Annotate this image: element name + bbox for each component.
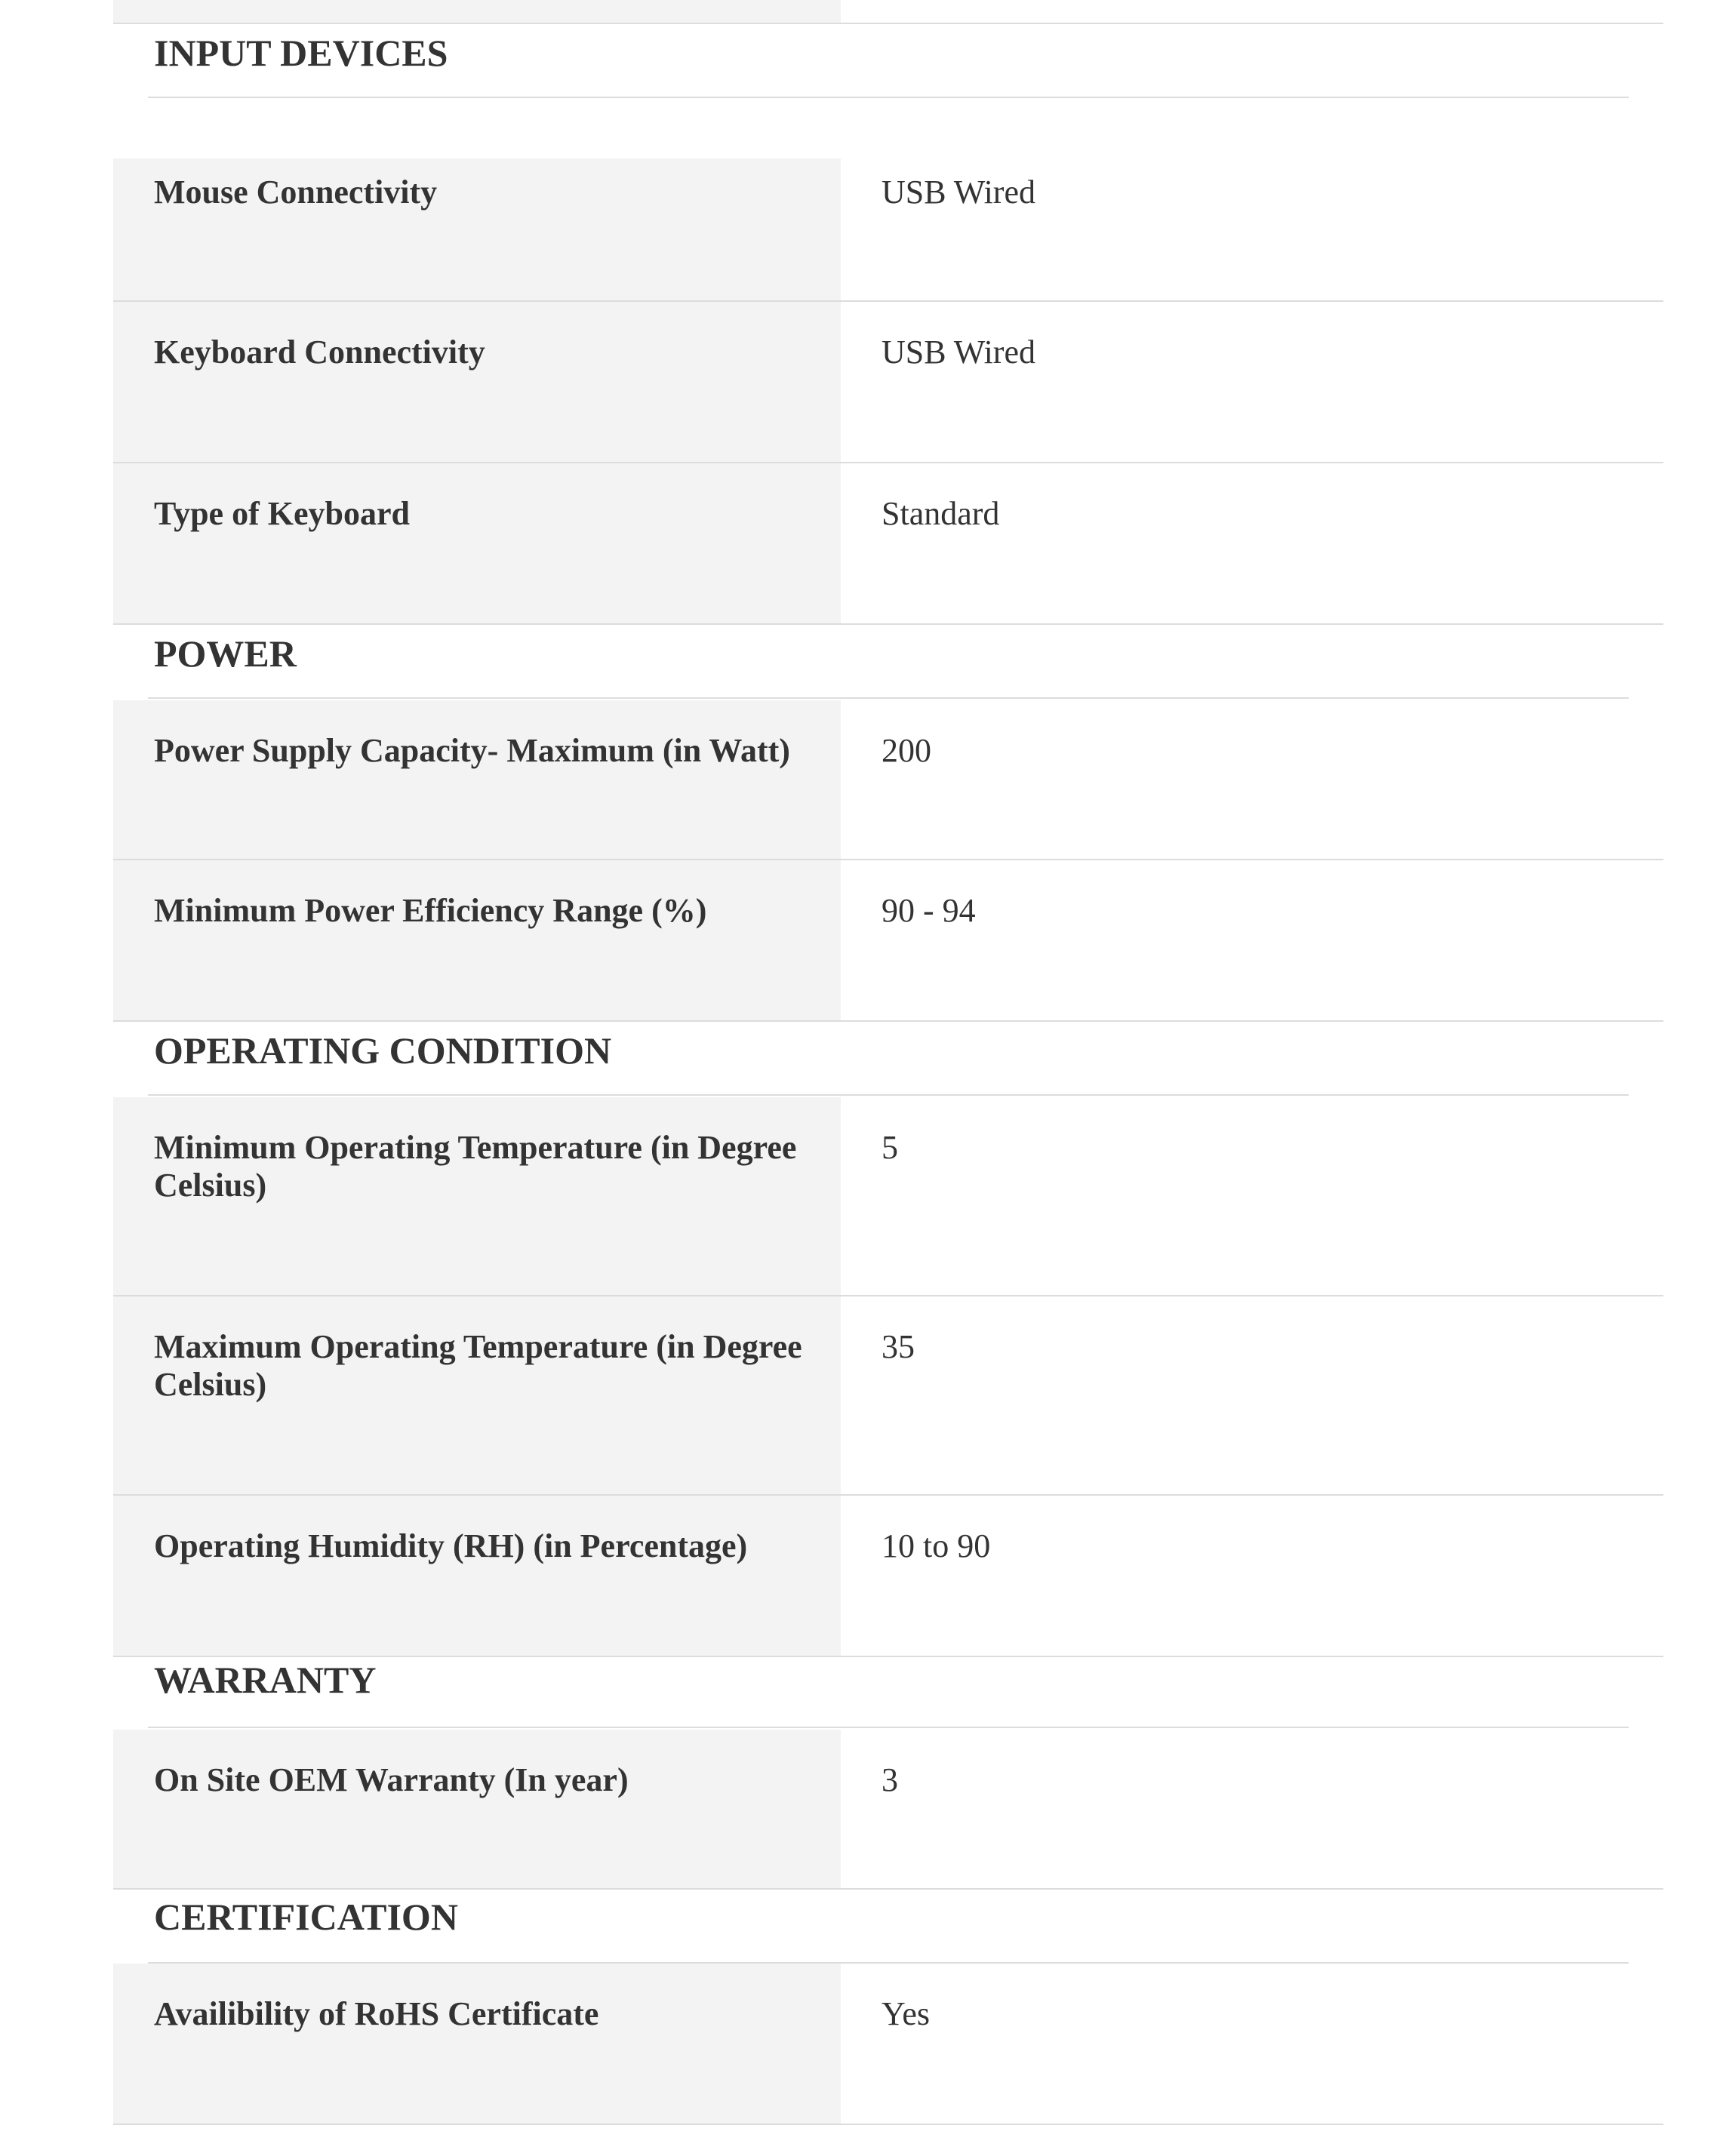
spec-value: 200 — [882, 732, 931, 769]
section-power — [148, 626, 1629, 699]
spec-row-rohs-certificate — [113, 1964, 1663, 2125]
spec-row-keyboard-connectivity — [113, 302, 1663, 463]
label-cell — [113, 860, 841, 1020]
section-divider — [148, 1094, 1629, 1096]
spec-value: 90 - 94 — [882, 892, 976, 929]
spec-label: Minimum Power Efficiency Range (%) — [154, 892, 707, 929]
spec-value: 3 — [882, 1761, 898, 1798]
spec-value: 5 — [882, 1129, 898, 1166]
spec-row-min-operating-temperature — [113, 1097, 1663, 1296]
label-cell — [113, 1730, 841, 1888]
section-divider — [148, 697, 1629, 699]
spec-row-min-power-efficiency — [113, 860, 1663, 1022]
spec-value: USB Wired — [882, 174, 1035, 211]
section-divider — [148, 97, 1629, 98]
section-certification — [148, 1891, 1629, 1964]
section-input-devices — [148, 27, 1629, 100]
spec-value: USB Wired — [882, 334, 1035, 371]
spec-row-max-operating-temperature — [113, 1296, 1663, 1496]
section-title: INPUT DEVICES — [154, 32, 448, 74]
label-cell — [113, 0, 841, 23]
section-divider — [148, 1727, 1629, 1728]
label-cell — [113, 463, 841, 623]
section-warranty — [148, 1657, 1629, 1730]
spec-row-type-of-keyboard — [113, 463, 1663, 625]
spec-value: 35 — [882, 1328, 915, 1365]
spec-row-onsite-oem-warranty — [113, 1730, 1663, 1890]
spec-label: Mouse Connectivity — [154, 174, 438, 211]
spec-label: Minimum Operating Temperature (in Degree Celsius) — [154, 1129, 797, 1204]
label-cell — [113, 700, 841, 859]
section-title: POWER — [154, 632, 297, 675]
spec-row-power-supply-capacity — [113, 700, 1663, 860]
label-cell — [113, 1496, 841, 1656]
spec-label: Power Supply Capacity- Maximum (in Watt) — [154, 732, 790, 769]
section-title: CERTIFICATION — [154, 1896, 458, 1938]
spec-label: On Site OEM Warranty (In year) — [154, 1761, 629, 1798]
spec-label: Maximum Operating Temperature (in Degree Celsius) — [154, 1328, 802, 1403]
spec-label: Operating Humidity (RH) (in Percentage) — [154, 1527, 748, 1564]
section-operating-condition — [148, 1023, 1629, 1096]
previous-row-stub — [113, 0, 1663, 24]
label-cell — [113, 1964, 841, 2124]
spec-label: Availibility of RoHS Certificate — [154, 1995, 599, 2032]
section-title: OPERATING CONDITION — [154, 1029, 612, 1072]
spec-label: Type of Keyboard — [154, 495, 410, 532]
spec-row-mouse-connectivity — [113, 158, 1663, 302]
spec-row-operating-humidity — [113, 1496, 1663, 1657]
spec-value: Standard — [882, 495, 1000, 532]
spec-value: 10 to 90 — [882, 1527, 991, 1564]
spec-label: Keyboard Connectivity — [154, 334, 485, 371]
section-title: WARRANTY — [154, 1659, 377, 1701]
label-cell — [113, 302, 841, 462]
spec-value: Yes — [882, 1995, 931, 2032]
